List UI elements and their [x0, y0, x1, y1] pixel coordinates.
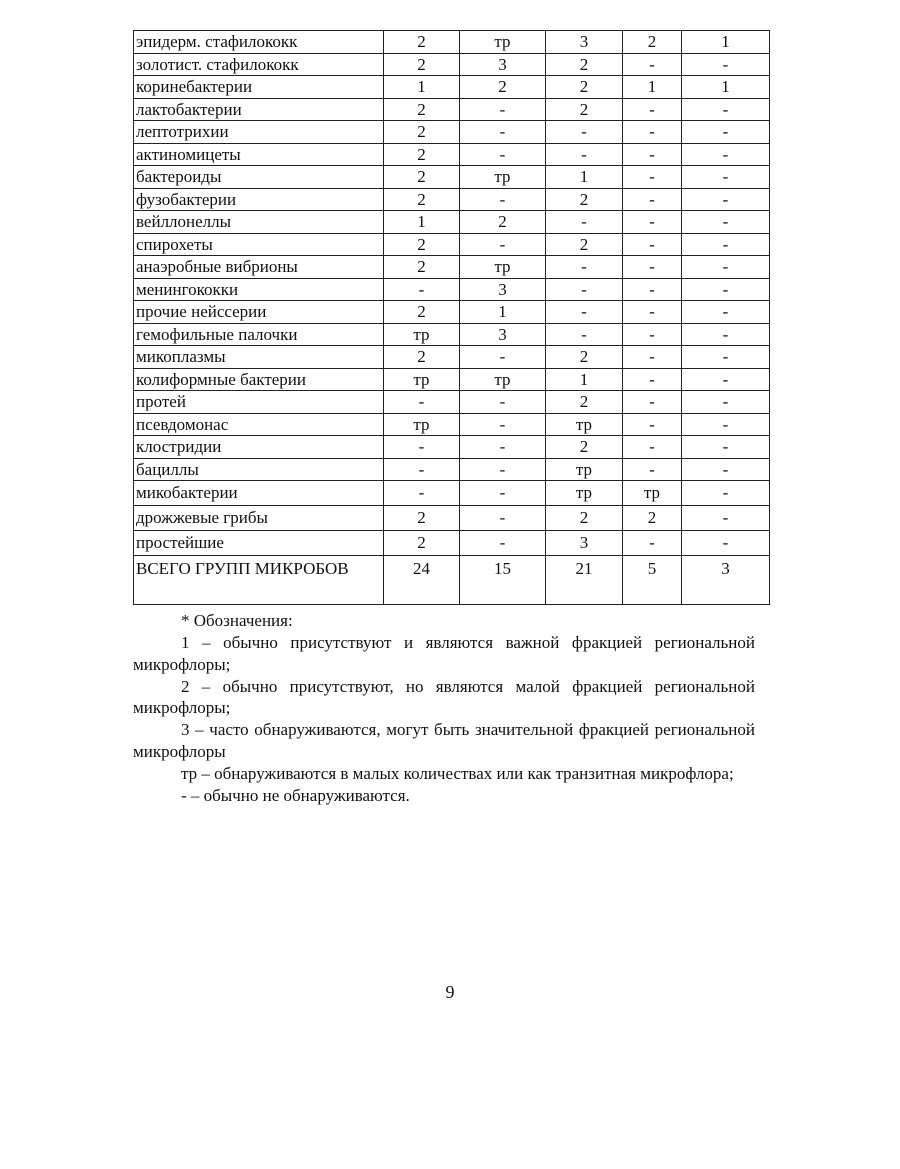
value-cell: -	[623, 391, 682, 414]
value-cell: 1	[460, 301, 546, 324]
table-group	[134, 531, 770, 556]
value-cell: -	[384, 458, 460, 481]
table-group	[134, 481, 770, 506]
table-row	[134, 368, 770, 391]
table-group	[134, 166, 770, 279]
value-cell: 2	[546, 188, 623, 211]
microbe-name-cell: прочие нейссерии	[134, 301, 384, 324]
table-row	[134, 481, 770, 506]
legend-item: - – обычно не обнаруживаются.	[181, 785, 410, 805]
microbe-name-cell: лактобактерии	[134, 98, 384, 121]
value-cell: 2	[623, 31, 682, 54]
microflora-table	[133, 30, 770, 605]
table-row	[134, 436, 770, 459]
table-row	[134, 211, 770, 234]
value-cell: -	[546, 256, 623, 279]
value-cell: 2	[384, 346, 460, 369]
value-cell: -	[623, 458, 682, 481]
table-row	[134, 31, 770, 54]
value-cell: -	[682, 211, 770, 234]
legend-item: тр – обнаруживаются в малых количествах или как транзитная микрофлора;	[181, 763, 734, 783]
value-cell: 3	[546, 531, 623, 556]
value-cell: -	[623, 166, 682, 189]
table-row	[134, 233, 770, 256]
value-cell: -	[546, 301, 623, 324]
value-cell: тр	[460, 256, 546, 279]
value-cell: -	[546, 211, 623, 234]
value-cell: 2	[623, 506, 682, 531]
value-cell: 3	[546, 31, 623, 54]
microbe-name-cell: спирохеты	[134, 233, 384, 256]
total-value-cell: 5	[623, 556, 682, 605]
microbe-name-cell: микоплазмы	[134, 346, 384, 369]
table-row	[134, 98, 770, 121]
value-cell: 2	[460, 211, 546, 234]
table-total	[134, 556, 770, 605]
total-value-cell: 21	[546, 556, 623, 605]
table-row	[134, 458, 770, 481]
value-cell: -	[623, 211, 682, 234]
value-cell: -	[460, 391, 546, 414]
value-cell: тр	[384, 368, 460, 391]
table-row	[134, 76, 770, 99]
table-row	[134, 301, 770, 324]
value-cell: -	[682, 256, 770, 279]
value-cell: -	[460, 413, 546, 436]
value-cell: -	[682, 481, 770, 506]
microbe-name-cell: гемофильные палочки	[134, 323, 384, 346]
value-cell: -	[682, 188, 770, 211]
value-cell: -	[460, 531, 546, 556]
value-cell: 2	[546, 98, 623, 121]
value-cell: -	[460, 233, 546, 256]
value-cell: -	[460, 436, 546, 459]
value-cell: -	[682, 53, 770, 76]
value-cell: 2	[384, 256, 460, 279]
value-cell: -	[384, 481, 460, 506]
value-cell: -	[682, 458, 770, 481]
value-cell: 2	[546, 76, 623, 99]
value-cell: тр	[546, 413, 623, 436]
table-row	[134, 413, 770, 436]
value-cell: 2	[460, 76, 546, 99]
value-cell: -	[460, 188, 546, 211]
value-cell: -	[682, 233, 770, 256]
table-row	[134, 53, 770, 76]
value-cell: -	[623, 188, 682, 211]
microbe-name-cell: колиформные бактерии	[134, 368, 384, 391]
value-cell: -	[682, 121, 770, 144]
value-cell: 3	[460, 323, 546, 346]
value-cell: 1	[384, 76, 460, 99]
legend-item: 3 – часто обнаруживаются, могут быть значительной фракцией региональной микрофлоры	[133, 720, 755, 761]
value-cell: -	[460, 506, 546, 531]
value-cell: тр	[384, 323, 460, 346]
table-row	[134, 323, 770, 346]
value-cell: 2	[384, 98, 460, 121]
value-cell: -	[460, 143, 546, 166]
microbe-name-cell: лептотрихии	[134, 121, 384, 144]
value-cell: -	[384, 391, 460, 414]
value-cell: -	[546, 143, 623, 166]
table-row	[134, 121, 770, 144]
value-cell: -	[682, 436, 770, 459]
value-cell: 2	[384, 506, 460, 531]
value-cell: 1	[682, 31, 770, 54]
microbe-name-cell: эпидерм. стафилококк	[134, 31, 384, 54]
microbe-name-cell: клостридии	[134, 436, 384, 459]
value-cell: -	[682, 391, 770, 414]
value-cell: -	[623, 53, 682, 76]
table-group	[134, 278, 770, 436]
table-group	[134, 436, 770, 481]
microbe-name-cell: анаэробные вибрионы	[134, 256, 384, 279]
legend-notes	[133, 610, 755, 807]
table-row	[134, 278, 770, 301]
table-row	[134, 531, 770, 556]
value-cell: 3	[460, 278, 546, 301]
value-cell: -	[460, 98, 546, 121]
total-value-cell: 24	[384, 556, 460, 605]
value-cell: -	[682, 531, 770, 556]
value-cell: -	[623, 413, 682, 436]
total-value-cell: 15	[460, 556, 546, 605]
total-value-cell: 3	[682, 556, 770, 605]
value-cell: -	[682, 506, 770, 531]
value-cell: 2	[546, 436, 623, 459]
value-cell: 2	[546, 346, 623, 369]
microbe-name-cell: вейллонеллы	[134, 211, 384, 234]
value-cell: -	[623, 121, 682, 144]
value-cell: тр	[623, 481, 682, 506]
value-cell: -	[682, 98, 770, 121]
microbe-name-cell: фузобактерии	[134, 188, 384, 211]
value-cell: тр	[384, 413, 460, 436]
table-row	[134, 143, 770, 166]
value-cell: -	[682, 413, 770, 436]
value-cell: 2	[384, 301, 460, 324]
table-row	[134, 256, 770, 279]
microbe-name-cell: золотист. стафилококк	[134, 53, 384, 76]
table-group	[134, 76, 770, 166]
total-row	[134, 556, 770, 605]
value-cell: -	[460, 121, 546, 144]
value-cell: -	[460, 481, 546, 506]
value-cell: тр	[546, 458, 623, 481]
value-cell: тр	[546, 481, 623, 506]
value-cell: 2	[384, 166, 460, 189]
microbe-name-cell: менингококки	[134, 278, 384, 301]
value-cell: 2	[384, 188, 460, 211]
value-cell: -	[623, 233, 682, 256]
value-cell: -	[623, 278, 682, 301]
table-group	[134, 506, 770, 531]
value-cell: -	[460, 346, 546, 369]
value-cell: -	[623, 143, 682, 166]
microbe-name-cell: актиномицеты	[134, 143, 384, 166]
value-cell: 2	[546, 53, 623, 76]
legend-item: 2 – обычно присутствуют, но являются малой фракцией региональной микрофлоры;	[133, 676, 755, 717]
value-cell: -	[682, 368, 770, 391]
microbe-name-cell: коринебактерии	[134, 76, 384, 99]
value-cell: -	[546, 121, 623, 144]
value-cell: -	[682, 323, 770, 346]
value-cell: 2	[384, 531, 460, 556]
value-cell: -	[546, 278, 623, 301]
table-row	[134, 188, 770, 211]
microbe-name-cell: дрожжевые грибы	[134, 506, 384, 531]
value-cell: тр	[460, 368, 546, 391]
value-cell: 2	[546, 391, 623, 414]
value-cell: -	[623, 323, 682, 346]
value-cell: -	[384, 278, 460, 301]
table-row	[134, 166, 770, 189]
value-cell: 1	[623, 76, 682, 99]
value-cell: -	[682, 278, 770, 301]
microbe-name-cell: протей	[134, 391, 384, 414]
value-cell: 2	[384, 31, 460, 54]
value-cell: 1	[384, 211, 460, 234]
value-cell: -	[623, 301, 682, 324]
value-cell: -	[623, 436, 682, 459]
microbe-name-cell: микобактерии	[134, 481, 384, 506]
legend-item: 1 – обычно присутствуют и являются важной фракцией региональной микрофлоры;	[133, 633, 755, 674]
table-row	[134, 506, 770, 531]
microbe-name-cell: псевдомонас	[134, 413, 384, 436]
value-cell: 1	[546, 368, 623, 391]
value-cell: тр	[460, 31, 546, 54]
value-cell: -	[623, 256, 682, 279]
value-cell: -	[384, 436, 460, 459]
value-cell: 3	[460, 53, 546, 76]
value-cell: 2	[384, 53, 460, 76]
page-number: 9	[445, 982, 455, 1002]
legend-title: * Обозначения:	[181, 611, 293, 630]
value-cell: -	[623, 368, 682, 391]
value-cell: -	[682, 143, 770, 166]
value-cell: -	[546, 323, 623, 346]
value-cell: -	[623, 531, 682, 556]
microbe-name-cell: бактероиды	[134, 166, 384, 189]
table-row	[134, 346, 770, 369]
value-cell: 2	[546, 506, 623, 531]
value-cell: 2	[384, 143, 460, 166]
table-group	[134, 31, 770, 76]
microbe-name-cell: простейшие	[134, 531, 384, 556]
total-label-cell: ВСЕГО ГРУПП МИКРОБОВ	[134, 556, 384, 605]
value-cell: -	[623, 98, 682, 121]
table-row	[134, 391, 770, 414]
value-cell: 2	[384, 121, 460, 144]
value-cell: -	[682, 166, 770, 189]
value-cell: -	[460, 458, 546, 481]
value-cell: -	[623, 346, 682, 369]
value-cell: 1	[682, 76, 770, 99]
microbe-name-cell: бациллы	[134, 458, 384, 481]
value-cell: -	[682, 346, 770, 369]
value-cell: тр	[460, 166, 546, 189]
value-cell: -	[682, 301, 770, 324]
value-cell: 2	[384, 233, 460, 256]
value-cell: 1	[546, 166, 623, 189]
value-cell: 2	[546, 233, 623, 256]
